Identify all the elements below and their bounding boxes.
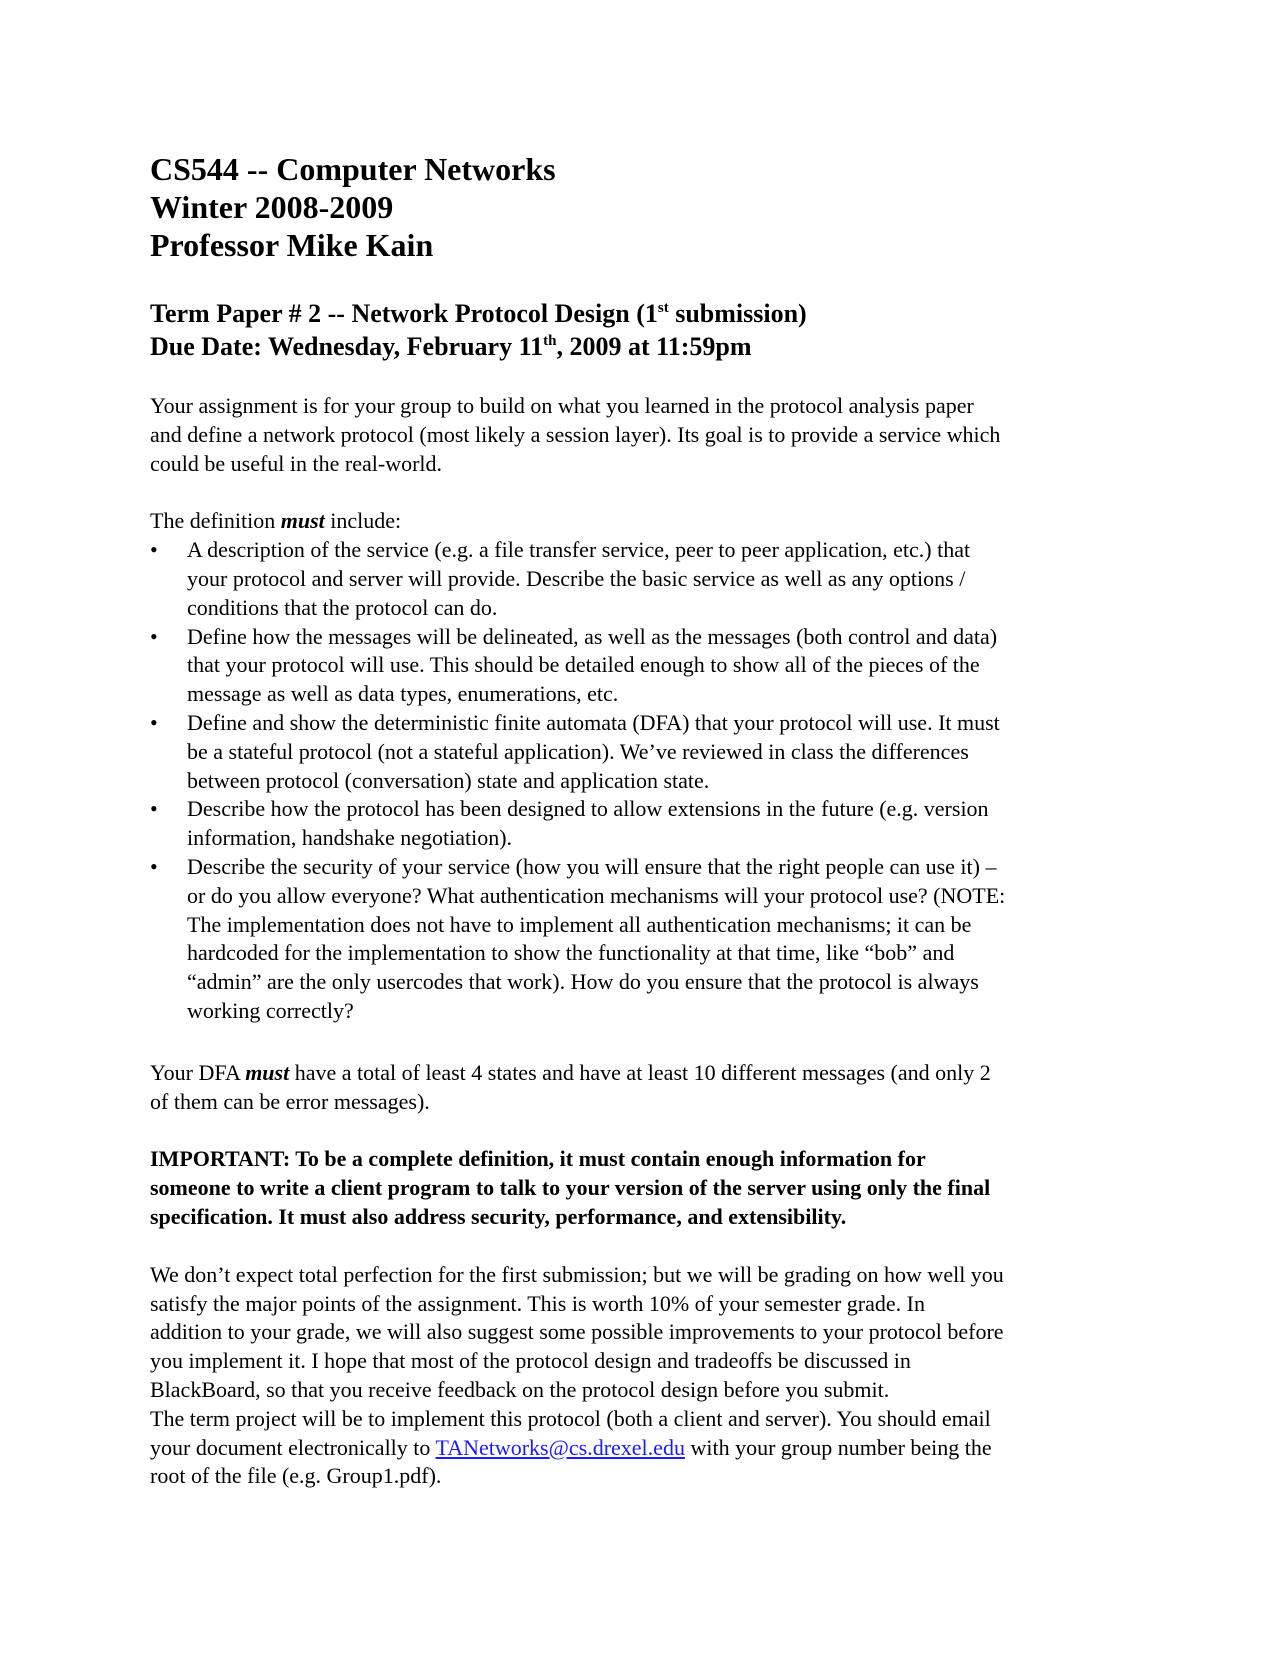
list-line: conditions that the protocol can do. <box>187 594 498 620</box>
definition-intro <box>150 507 1150 536</box>
requirements-list <box>150 536 1150 1026</box>
document-header <box>150 150 1150 264</box>
intro-line: and define a network protocol (most likely a session layer). Its goal is to provide a service which <box>150 421 1001 447</box>
due-sup: th <box>543 333 557 349</box>
important-line: specification. It must also address security, performance, and extensibility. <box>150 1203 847 1229</box>
list-line: between protocol (conversation) state and application state. <box>187 767 710 793</box>
email-link[interactable]: TANetworks@cs.drexel.edu <box>435 1434 685 1460</box>
list-line: Define and show the deterministic finite automata (DFA) that your protocol will use. It must <box>187 709 1000 735</box>
list-line: message as well as data types, enumerations, etc. <box>187 681 619 707</box>
list-line: be a stateful protocol (not a stateful application). We’ve reviewed in class the differences <box>187 738 969 764</box>
intro-line: Your assignment is for your group to build on what you learned in the protocol analysis paper <box>150 393 974 418</box>
list-line: that your protocol will use. This should be detailed enough to show all of the pieces of the <box>187 652 980 678</box>
dfa-line <box>150 1059 1150 1088</box>
due-text: Due Date: Wednesday, February 11 <box>150 332 544 361</box>
due-text-end: , 2009 at 11:59pm <box>556 332 752 361</box>
definition-emphasis: must <box>280 508 325 534</box>
closing-line: addition to your grade, we will also suggest some possible improvements to your protocol before <box>150 1319 1004 1345</box>
list-line: Define how the messages will be delineated, as well as the messages (both control and data) <box>187 623 998 649</box>
document-page <box>150 150 1150 1491</box>
term: Winter 2008-2009 <box>150 189 394 225</box>
definition-line <box>150 507 1150 536</box>
intro-line: could be useful in the real-world. <box>150 450 443 476</box>
important-line: IMPORTANT: To be a complete definition, it must contain enough information for <box>150 1146 926 1172</box>
definition-post: include: <box>324 508 402 534</box>
list-item <box>150 795 1150 853</box>
assignment-heading <box>150 297 1150 363</box>
list-line: information, handshake negotiation). <box>187 825 513 851</box>
due-date <box>150 330 1150 363</box>
email-post: with your group number being the <box>684 1434 992 1460</box>
bullet-icon: • <box>150 709 158 735</box>
professor: Professor Mike Kain <box>150 227 434 263</box>
intro-paragraph <box>150 392 1150 478</box>
list-item <box>150 536 1150 622</box>
list-item <box>150 623 1150 709</box>
closing-line: The term project will be to implement this protocol (both a client and server). You should email <box>150 1405 991 1431</box>
list-line: A description of the service (e.g. a file transfer service, peer to peer application, etc.) that <box>187 537 971 563</box>
title-text-end: submission) <box>668 299 807 328</box>
closing-line: root of the file (e.g. Group1.pdf). <box>150 1463 442 1489</box>
list-line: hardcoded for the implementation to show the functionality at that time, like “bob” and <box>187 940 955 966</box>
dfa-pre: Your DFA <box>150 1059 246 1085</box>
dfa-emphasis: must <box>245 1059 290 1085</box>
list-line: working correctly? <box>187 997 354 1023</box>
bullet-icon: • <box>150 537 158 563</box>
email-pre: your document electronically to <box>150 1434 436 1460</box>
list-line: “admin” are the only usercodes that work). How do you ensure that the protocol is always <box>187 969 979 995</box>
closing-paragraph <box>150 1261 1150 1491</box>
closing-line: you implement it. I hope that most of the protocol design and tradeoffs be discussed in <box>150 1348 911 1374</box>
important-paragraph <box>150 1145 1150 1231</box>
email-line <box>150 1434 1150 1463</box>
dfa-paragraph <box>150 1059 1150 1117</box>
title-text: Term Paper # 2 -- Network Protocol Design (1 <box>150 299 658 328</box>
dfa-post: have a total of least 4 states and have at least 10 different messages (and only 2 <box>289 1059 991 1085</box>
closing-line: satisfy the major points of the assignment. This is worth 10% of your semester grade. In <box>150 1290 925 1316</box>
dfa-line: of them can be error messages). <box>150 1088 430 1114</box>
definition-pre: The definition <box>150 508 281 534</box>
title-sup: st <box>657 300 669 316</box>
closing-line: We don’t expect total perfection for the first submission; but we will be grading on how well you <box>150 1261 1004 1287</box>
bullet-icon: • <box>150 853 158 879</box>
list-item <box>150 853 1150 1026</box>
list-line: Describe how the protocol has been designed to allow extensions in the future (e.g. version <box>187 796 989 822</box>
list-item <box>150 709 1150 795</box>
course-title: CS544 -- Computer Networks <box>150 151 556 187</box>
list-line: or do you allow everyone? What authentication mechanisms will your protocol use? (NOTE: <box>187 882 1006 908</box>
bullet-icon: • <box>150 796 158 822</box>
list-line: your protocol and server will provide. Describe the basic service as well as any options / <box>187 565 966 591</box>
list-line: The implementation does not have to implement all authentication mechanisms; it can be <box>187 911 972 937</box>
bullet-icon: • <box>150 623 158 649</box>
important-line: someone to write a client program to talk to your version of the server using only the final <box>150 1175 991 1201</box>
closing-line: BlackBoard, so that you receive feedback on the protocol design before you submit. <box>150 1376 890 1402</box>
list-line: Describe the security of your service (how you will ensure that the right people can use it) – <box>187 853 997 879</box>
assignment-title <box>150 297 1150 330</box>
